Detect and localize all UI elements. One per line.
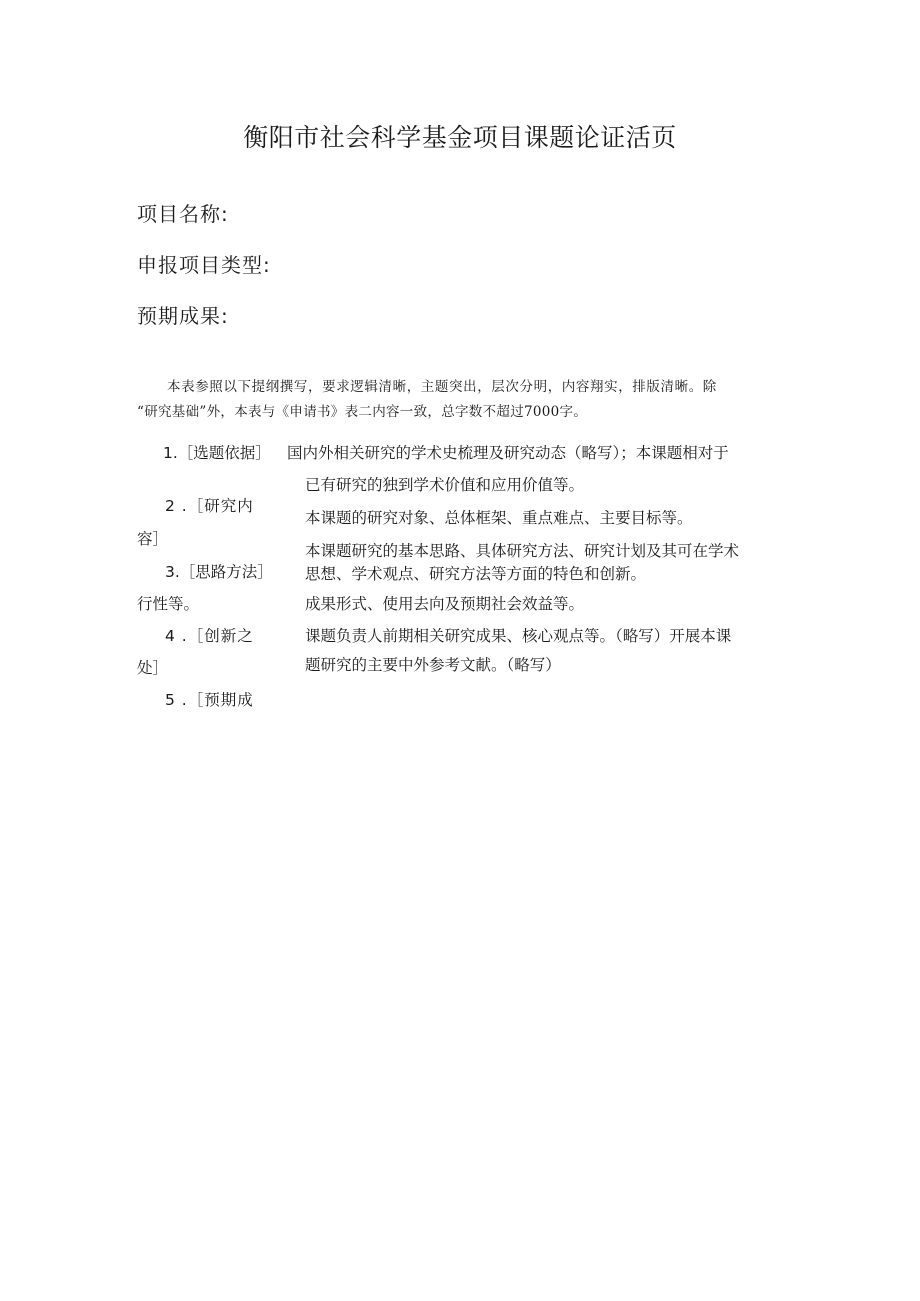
outline-heading: 2 .［研究内 bbox=[165, 497, 254, 515]
outline-description: 课题负责人前期相关研究成果、核心观点等。（略写）开展本课 bbox=[305, 627, 732, 645]
outline-description: 题研究的主要中外参考文献。（略写） bbox=[305, 656, 561, 674]
expected-results-label: 预期成果: bbox=[137, 304, 229, 328]
outline-heading: 容］ bbox=[137, 530, 169, 548]
instruction-line: 本表参照以下提纲撰写，要求逻辑清晰，主题突出，层次分明，内容翔实，排版清晰。除 bbox=[167, 379, 717, 395]
outline-description: 本课题的研究对象、总体框架、重点难点、主要目标等。 bbox=[305, 509, 693, 527]
outline-heading: 3.［思路方法］ bbox=[165, 563, 273, 581]
page-title: 衡阳市社会科学基金项目课题论证活页 bbox=[243, 123, 677, 152]
project-name-label: 项目名称: bbox=[137, 202, 229, 226]
outline-heading: 5 .［预期成 bbox=[165, 691, 254, 709]
outline-description: 国内外相关研究的学术史梳理及研究动态（略写）；本课题相对于 bbox=[287, 444, 729, 462]
instruction-line: “研究基础”外，本表与《申请书》表二内容一致，总字数不超过7000字。 bbox=[137, 404, 588, 420]
outline-heading: 1.［选题依据］ bbox=[163, 444, 271, 462]
outline-description: 已有研究的独到学术价值和应用价值等。 bbox=[305, 476, 585, 494]
outline-heading: 处］ bbox=[137, 659, 169, 677]
project-type-label: 申报项目类型: bbox=[137, 253, 271, 277]
outline-description: 本课题研究的基本思路、具体研究方法、研究计划及其可在学术 bbox=[305, 542, 740, 560]
outline-heading: 4 .［创新之 bbox=[165, 627, 254, 645]
outline-description: 成果形式、使用去向及预期社会效益等。 bbox=[305, 595, 585, 613]
outline-description: 思想、学术观点、研究方法等方面的特色和创新。 bbox=[305, 565, 647, 583]
outline-heading: 行性等。 bbox=[137, 595, 200, 613]
